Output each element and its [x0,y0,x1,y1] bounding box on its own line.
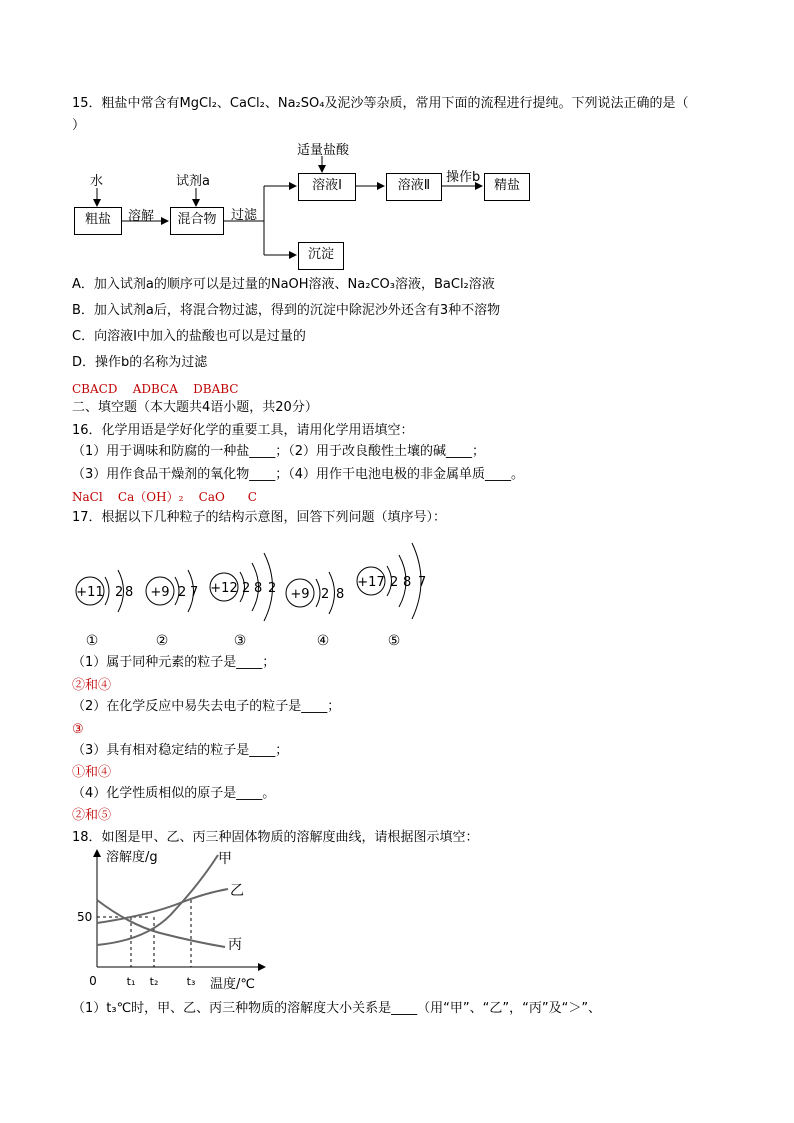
q18-part1: （1）t₃℃时，甲、乙、丙三种物质的溶解度大小关系是____（用“甲”、“乙”，“丙”及“＞”、 [72,1001,602,1016]
precipitate-box: 沉淀 [298,242,344,270]
hcl-label: 适量盐酸 [297,143,350,158]
particle-5 [357,543,426,619]
q15-option-d: D．操作b的名称为过滤 [72,355,208,370]
flowchart-arrows [0,0,794,280]
y-tick-50: 50 [77,910,93,924]
solution2-box: 溶液Ⅱ [386,173,442,201]
q16-stem: 16．化学用语是学好化学的重要工具，请用化学用语填空： [72,423,414,438]
particle-5-shell-3: 7 [418,575,427,590]
filter-label: 过滤 [231,208,258,223]
x-tick-t1: t₁ [126,975,136,988]
particle-4 [286,572,344,614]
reagent-a-label: 试剂a [176,174,210,189]
particle-2-shell-1: 2 [178,585,187,600]
particle-3-shell-1: 2 [242,581,251,596]
q17-part4: （4）化学性质相似的原子是____。 [72,786,276,801]
particle-3 [210,553,276,621]
series-label-jia: 甲 [218,851,232,867]
particle-2-shell-2: 7 [190,585,199,600]
particle-2 [146,570,198,612]
q16-answer: NaCl Ca（OH）₂ CaO C [72,490,257,504]
solution1-box: 溶液Ⅰ [298,173,356,201]
particle-4-nucleus: +9 [290,587,310,602]
q17-answer3: ①和④ [72,765,112,780]
q15-stem: 15．粗盐中常含有MgCl₂、CaCl₂、Na₂SO₄及泥沙等杂质，常用下面的流程进行提纯。下列说法正确的是（ [72,96,689,111]
section-2-heading: 二、填空题（本大题共4语小题，共20分） [72,400,318,415]
q17-part2: （2）在化学反应中易失去电子的粒子是____； [72,699,341,714]
q17-part3: （3）具有相对稳定结的粒子是____； [72,743,289,758]
crude-salt-box: 粗盐 [74,207,122,235]
q17-part1: （1）属于同种元素的粒子是____； [72,655,276,670]
q15-option-c: C．向溶液Ⅰ中加入的盐酸也可以是过量的 [72,329,306,344]
y-axis-label: 溶解度/g [106,850,158,865]
q15-option-a: A．加入试剂a的顺序可以是过量的NaOH溶液、Na₂CO₃溶液，BaCl₂溶液 [72,277,495,292]
particle-1-shell-2: 8 [125,585,134,600]
x-tick-t3: t₃ [186,975,196,988]
series-label-yi: 乙 [230,883,244,899]
fine-salt-box: 精盐 [484,173,530,201]
particle-5-nucleus: +17 [357,575,385,590]
particle-4-shell-1: 2 [321,587,330,602]
particle-1-shell-1: 2 [115,585,124,600]
particle-1-label: ① [85,633,99,649]
q15-answer: CBACD ADBCA DBABC [72,382,239,396]
q17-answer4: ②和⑤ [72,808,112,823]
particle-2-label: ② [155,633,169,649]
particle-2-nucleus: +9 [150,585,170,600]
x-tick-t2: t₂ [149,975,159,988]
particle-4-label: ④ [316,633,330,649]
particle-1-nucleus: +11 [76,585,104,600]
q15-option-b: B．加入试剂a后，将混合物过滤，得到的沉淀中除泥沙外还含有3种不溶物 [72,303,501,318]
q17-answer2: ③ [72,722,84,737]
q17-answer1: ②和④ [72,678,112,693]
particle-5-shell-2: 8 [403,575,412,590]
particle-3-label: ③ [233,633,247,649]
x-axis-label: 温度/℃ [210,977,255,992]
particle-4-shell-2: 8 [336,587,345,602]
series-label-bing: 丙 [228,937,242,953]
solubility-chart [0,845,794,995]
particle-5-shell-1: 2 [390,575,399,590]
q15-stem-end: ） [72,118,86,133]
q16-line1: （1）用于调味和防腐的一种盐____；（2）用于改良酸性土壤的碱____； [72,444,486,459]
particle-3-shell-2: 8 [254,581,263,596]
dissolve-label: 溶解 [128,209,155,224]
particle-1 [76,570,133,612]
q17-stem: 17．根据以下几种粒子的结构示意图，回答下列问题（填序号）： [72,510,447,525]
particle-5-label: ⑤ [387,633,401,649]
water-label: 水 [90,174,104,189]
particle-3-shell-3: 2 [268,581,277,596]
curve-yi [97,889,228,923]
particle-3-nucleus: +12 [210,581,238,596]
atom-diagrams [0,535,794,655]
mixture-box: 混合物 [170,207,224,235]
q16-line2: （3）用作食品干燥剂的氧化物____；（4）用作干电池电极的非金属单质____。 [72,467,525,482]
origin-label: 0 [89,974,97,988]
op-b-label: 操作b [446,170,481,185]
q18-stem: 18．如图是甲、乙、丙三种固体物质的溶解度曲线，请根据图示填空： [72,830,479,845]
